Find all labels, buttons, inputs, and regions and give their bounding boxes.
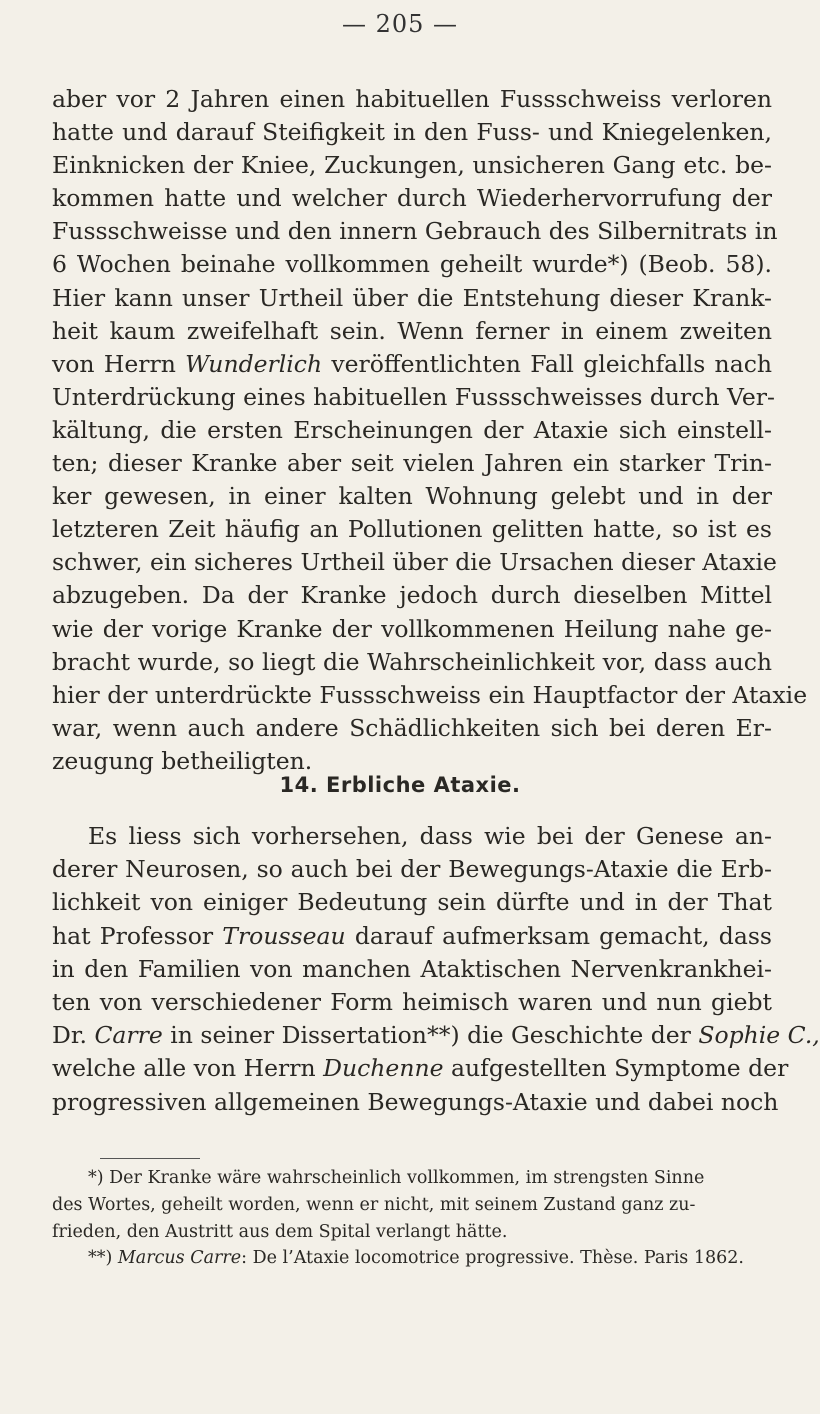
italic-name: Sophie C.,: [698, 1021, 820, 1050]
page-number: — 205 —: [341, 10, 459, 38]
text-line: [52, 920, 772, 953]
italic-name: Carre: [94, 1021, 163, 1050]
text-line: Unterdrückung eines habituellen Fussschweisses durch Ver-: [52, 382, 775, 411]
text-run: in seiner Dissertation**) die Geschichte der: [162, 1021, 699, 1050]
text-line: hatte und darauf Steifigkeit in den Fuss- und Kniegelenken,: [52, 118, 772, 147]
text-line: hier der unterdrückte Fussschweiss ein Hauptfactor der Ataxie: [52, 680, 808, 709]
text-run: **): [88, 1248, 118, 1269]
text-line: ten; dieser Kranke aber seit vielen Jahren ein starker Trin-: [52, 449, 772, 478]
text-line: ten von verschiedener Form heimisch waren und nun giebt: [52, 988, 772, 1017]
text-line: abzugeben. Da der Kranke jedoch durch dieselben Mittel: [52, 581, 772, 610]
text-line: war, wenn auch andere Schädlichkeiten sich bei deren Er-: [52, 713, 772, 742]
italic-name: Duchenne: [323, 1054, 444, 1083]
text-line: kältung, die ersten Erscheinungen der Ataxie sich einstell-: [52, 415, 772, 444]
italic-name: Trousseau: [222, 921, 346, 950]
paragraph-2: [52, 820, 820, 1119]
text-line: letzteren Zeit häufig an Pollutionen gelitten hatte, so ist es: [52, 515, 772, 544]
text-run: : De l’Ataxie locomotrice progressive. Thèse. Paris 1862.: [241, 1248, 744, 1269]
text-line: bracht wurde, so liegt die Wahrscheinlichkeit vor, dass auch: [52, 647, 772, 676]
text-line: heit kaum zweifelhaft sein. Wenn ferner in einem zweiten: [52, 316, 772, 345]
text-line: Einknicken der Kniee, Zuckungen, unsicheren Gang etc. be-: [52, 151, 772, 180]
text-run: welche alle von Herrn: [52, 1054, 324, 1083]
text-line: [52, 1019, 820, 1052]
text-line: ker gewesen, in einer kalten Wohnung gelebt und in der: [52, 482, 772, 511]
section-heading: 14. Erbliche Ataxie.: [279, 773, 521, 797]
text-line: 6 Wochen beinahe vollkommen geheilt wurde*) (Beob. 58).: [52, 250, 772, 279]
text-line: [52, 1052, 789, 1085]
text-line: in den Familien von manchen Ataktischen Nervenkrankhei-: [52, 954, 772, 983]
paragraph-1: [52, 83, 808, 778]
text-line: derer Neurosen, so auch bei der Bewegungs-Ataxie die Erb-: [52, 855, 772, 884]
footnote-rule: [100, 1158, 200, 1159]
text-line: progressiven allgemeinen Bewegungs-Ataxie und dabei noch: [52, 1087, 779, 1116]
text-line: Hier kann unser Urtheil über die Entstehung dieser Krank-: [52, 283, 772, 312]
italic-name: Wunderlich: [185, 349, 323, 378]
text-line: Fussschweisse und den innern Gebrauch des Silbernitrats in: [52, 217, 778, 246]
italic-name: Marcus Carre: [117, 1248, 242, 1269]
footnotes: [52, 1165, 772, 1272]
text-line: zeugung betheiligten.: [52, 746, 313, 775]
footnote-line: [52, 1245, 772, 1272]
text-run: darauf aufmerksam gemacht, dass: [345, 921, 772, 950]
text-run: hat Professor: [52, 921, 223, 950]
text-line: kommen hatte und welcher durch Wiederhervorrufung der: [52, 184, 772, 213]
text-line: schwer, ein sicheres Urtheil über die Ursachen dieser Ataxie: [52, 548, 777, 577]
text-run: aufgestellten Symptome der: [443, 1054, 789, 1083]
text-run: veröffentlichten Fall gleichfalls nach: [322, 349, 772, 378]
text-line: aber vor 2 Jahren einen habituellen Fussschweiss verloren: [52, 85, 772, 113]
footnote-line: *) Der Kranke wäre wahrscheinlich vollkommen, im strengsten Sinne: [88, 1168, 705, 1188]
text-line: Es liess sich vorhersehen, dass wie bei der Genese an-: [88, 822, 772, 850]
text-line: lichkeit von einiger Bedeutung sein dürfte und in der That: [52, 888, 772, 917]
footnote-line: frieden, den Austritt aus dem Spital verlangt hätte.: [52, 1221, 508, 1242]
text-line: wie der vorige Kranke der vollkommenen Heilung nahe ge-: [52, 614, 772, 643]
footnote-line: des Wortes, geheilt worden, wenn er nicht, mit seinem Zustand ganz zu-: [52, 1194, 696, 1215]
text-line: [52, 348, 772, 381]
text-run: Dr.: [52, 1021, 95, 1050]
text-run: von Herrn: [52, 349, 186, 378]
